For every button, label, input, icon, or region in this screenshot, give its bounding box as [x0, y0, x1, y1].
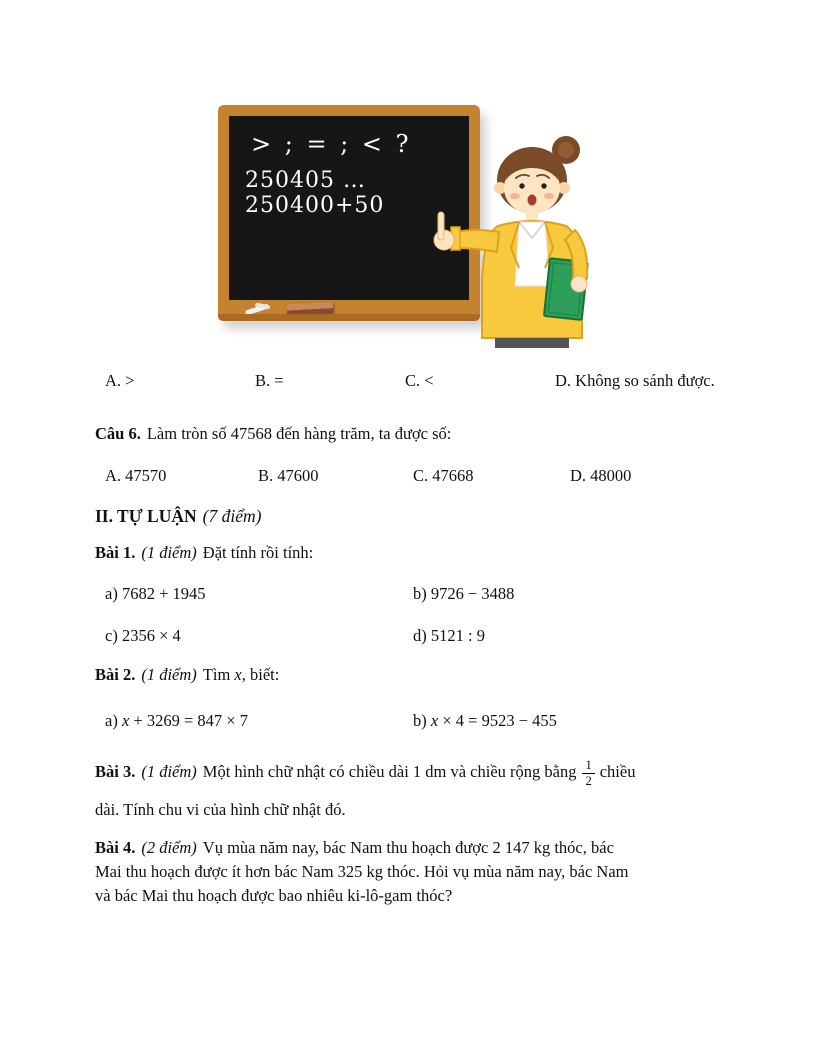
bai1-item-d: d) 5121 : 9	[413, 626, 485, 645]
chalkboard-illustration	[215, 100, 625, 350]
fraction-numerator: 1	[585, 758, 592, 772]
bai4-line1	[95, 838, 614, 859]
bai2-b-label: b)	[413, 711, 431, 730]
bai2-item-a	[105, 711, 248, 732]
question6-label: Câu 6.	[95, 424, 141, 443]
bai2-b-expr: × 4 = 9523 − 455	[438, 711, 557, 730]
bai1-heading	[95, 543, 313, 564]
bai2-label: Bài 2.	[95, 665, 136, 684]
teacher-illustration	[415, 128, 620, 348]
option-q6-b: B. 47600	[258, 466, 319, 485]
option-q5-d: D. Không so sánh được.	[555, 371, 715, 390]
bai4-points: (2 điểm)	[141, 838, 197, 857]
bai2-a-expr: + 3269 = 847 × 7	[129, 711, 248, 730]
bai2-a-var: x	[121, 711, 130, 730]
question6	[95, 424, 451, 445]
bai4-line3: và bác Mai thu hoạch được bao nhiêu ki-lô-gam thóc?	[95, 886, 453, 905]
option-q5-b: B. =	[255, 371, 284, 390]
bai3-points: (1 điểm)	[141, 761, 197, 781]
bai2-var: x	[234, 665, 242, 684]
board-text-symbols: > ; = ; < ?	[251, 130, 412, 158]
option-q5-a: A. >	[105, 371, 135, 390]
bai1-item-b: b) 9726 − 3488	[413, 584, 515, 603]
bai2-points: (1 điểm)	[141, 665, 197, 684]
bai2-b-var: x	[430, 711, 439, 730]
option-q6-c: C. 47668	[413, 466, 474, 485]
bai3-line2: dài. Tính chu vi của hình chữ nhật đó.	[95, 800, 346, 819]
bai3-line1	[95, 758, 635, 789]
bai2-a-label: a)	[105, 711, 122, 730]
option-q6-d: D. 48000	[570, 466, 632, 485]
bai1-points: (1 điểm)	[141, 543, 197, 562]
board-text-comparison: 250405 … 250400+50	[245, 168, 385, 218]
option-q6-a: A. 47570	[105, 466, 167, 485]
bai2-text-post: , biết:	[241, 665, 280, 684]
bai4-label: Bài 4.	[95, 838, 136, 857]
bai3-text-before: Một hình chữ nhật có chiều dài 1 dm và chiều rộng bằng	[202, 761, 577, 781]
bai1-item-a: a) 7682 + 1945	[105, 584, 206, 603]
section-tu-luan	[95, 506, 261, 528]
bai3-text-after: chiều	[599, 761, 636, 781]
option-q5-c: C. <	[405, 371, 434, 390]
bai1-item-c: c) 2356 × 4	[105, 626, 181, 645]
bai1-text: Đặt tính rồi tính:	[202, 543, 314, 562]
fraction-denominator: 2	[582, 773, 594, 789]
fraction-one-half	[582, 758, 594, 789]
section-title: II. TỰ LUẬN	[95, 506, 197, 526]
bai1-label: Bài 1.	[95, 543, 136, 562]
section-points: (7 điểm)	[202, 506, 262, 526]
eraser-icon	[287, 302, 334, 318]
bai4-line2: Mai thu hoạch được ít hơn bác Nam 325 kg thóc. Hỏi vụ mùa năm nay, bác Nam	[95, 862, 629, 881]
bai3-label: Bài 3.	[95, 761, 136, 781]
bai2-item-b	[413, 711, 557, 732]
bai2-heading	[95, 665, 279, 686]
bai2-text-pre: Tìm	[202, 665, 235, 684]
bai4-text1: Vụ mùa năm nay, bác Nam thu hoạch được 2 147 kg thóc, bác	[202, 838, 614, 857]
question6-text: Làm tròn số 47568 đến hàng trăm, ta được số:	[146, 424, 452, 443]
